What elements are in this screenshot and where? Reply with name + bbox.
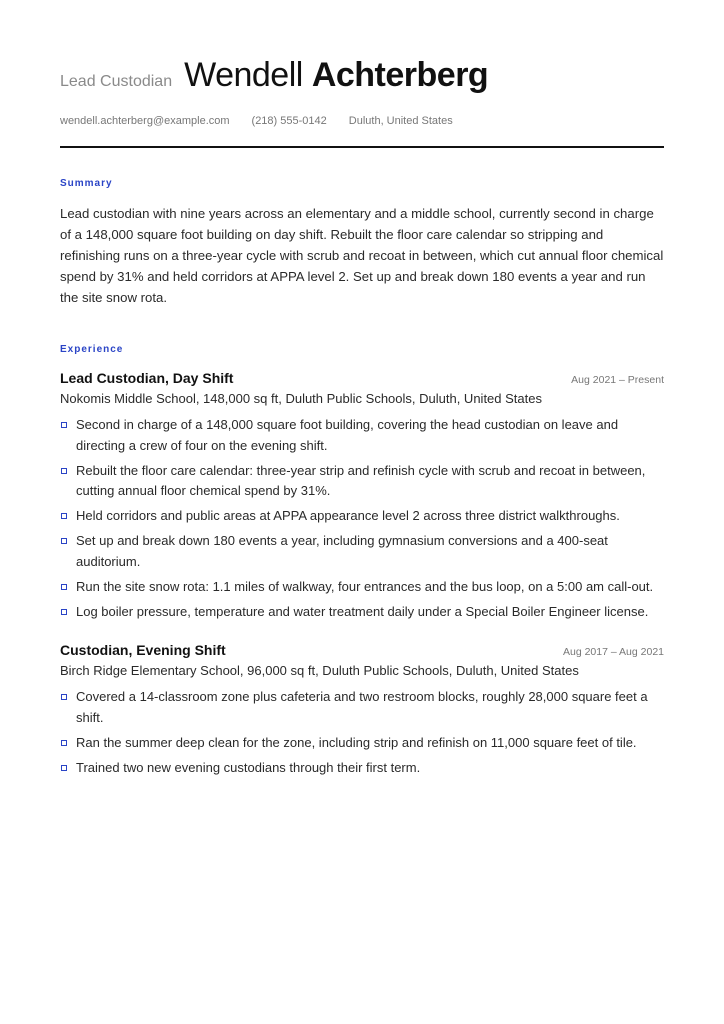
square-bullet-icon [61,468,67,474]
first-name: Wendell [184,56,303,94]
bullet-text: Set up and break down 180 events a year, including gymnasium conversions and a 400-seat auditorium. [76,533,608,569]
job-bullet [60,733,664,754]
job-bullet [60,758,664,779]
contact-line [60,115,664,127]
job-bullet [60,687,664,728]
job-bullet [60,461,664,502]
header-divider [60,146,664,148]
job-bullet [60,602,664,623]
location: Duluth, United States [348,115,453,127]
job-dates: Aug 2021 – Present [571,374,664,386]
bullet-text: Run the site snow rota: 1.1 miles of walkway, four entrances and the bus loop, on a 5:00 am call-out. [76,578,654,594]
job-bullet [60,506,664,527]
bullet-text: Trained two new evening custodians through their first term. [76,759,421,775]
square-bullet-icon [61,584,67,590]
bullet-text: Held corridors and public areas at APPA appearance level 2 across three district walkthroughs. [76,508,620,523]
square-bullet-icon [61,740,67,746]
bullet-text: Rebuilt the floor care calendar: three-year strip and refinish cycle with scrub and recoat in between, cutting annual floor chemical spend by 31%. [76,462,646,498]
email-link[interactable]: wendell.achterberg@example.com [60,115,230,127]
job-title: Lead Custodian, Day Shift [60,370,234,386]
bullet-text: Covered a 14-classroom zone plus cafeteria and two restroom blocks, roughly 28,000 square feet a shift. [76,689,648,725]
job-entry [60,642,664,778]
job-entry [60,370,664,622]
square-bullet-icon [61,765,67,771]
job-bullet [60,531,664,572]
job-dates: Aug 2017 – Aug 2021 [562,646,664,658]
job-bullet-list [60,415,664,622]
bullet-text: Ran the summer deep clean for the zone, including strip and refinish on 11,000 square feet of tile. [76,734,637,750]
summary-text: Lead custodian with nine years across an elementary and a middle school, currently second in charge of a 148,000 square foot building on day shift. Rebuilt the floor care calendar so stripping and refinishing runs on a three-year cycle with scrub and recoat in between, which cut annual floor chemical spend by 31% and held corridors at APPA level 2. Set up and break down 180 events a year and run the site snow rota. [60,206,664,305]
bullet-text: Second in charge of a 148,000 square foot building, covering the head custodian on leave and directing a crew of four on the evening shift. [76,417,619,453]
job-bullet [60,415,664,456]
job-bullet [60,577,664,598]
square-bullet-icon [61,694,67,700]
square-bullet-icon [61,538,67,544]
job-bullet-list [60,687,664,778]
square-bullet-icon [61,513,67,519]
job-role-title: Lead Custodian [60,73,173,90]
job-title: Custodian, Evening Shift [60,642,226,658]
job-organization: Nokomis Middle School, 148,000 sq ft, Duluth Public Schools, Duluth, United States [60,391,542,406]
summary-heading: Summary [60,178,113,189]
phone-number: (218) 555-0142 [251,115,327,127]
last-name: Achterberg [311,56,489,94]
square-bullet-icon [61,609,67,615]
job-organization: Birch Ridge Elementary School, 96,000 sq ft, Duluth Public Schools, Duluth, United States [60,663,579,678]
experience-heading: Experience [60,344,124,355]
bullet-text: Log boiler pressure, temperature and water treatment daily under a Special Boiler Engineer license. [76,603,649,619]
square-bullet-icon [61,422,67,428]
resume-header [60,56,664,95]
